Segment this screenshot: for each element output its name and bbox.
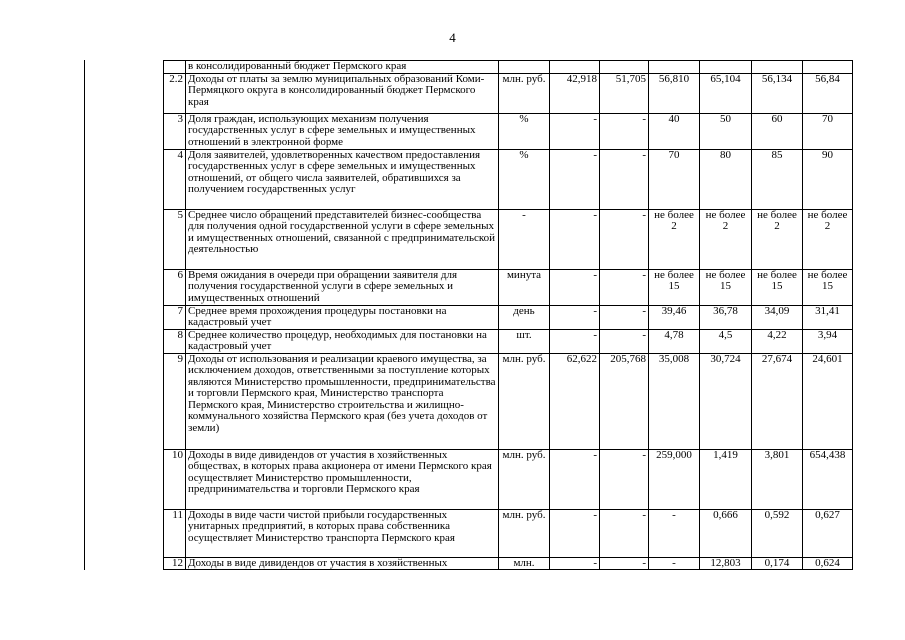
left-margin-line [84,60,85,570]
value-cell-3: 39,46 [649,305,700,329]
value-cell-4: 80 [700,149,752,209]
indicator-name: Среднее число обращений представителей бизнес-сообщества для получения одной государственной услуги в сфере земельных и имущественных отношений, связанной с предпринимательской деятельностью [186,209,499,269]
value-cell-1: 62,622 [550,353,600,449]
value-cell-4: не более 15 [700,269,752,305]
indicator-name: Доля заявителей, удовлетворенных качеством предоставления государственных услуг в сфере земельных и имущественных отношений, от общего числа заявителей, обратившихся за получением государственных услуг [186,149,499,209]
unit-cell: шт. [499,329,550,353]
value-cell-2: - [600,329,649,353]
value-cell-2: - [600,209,649,269]
value-cell-5: 0,174 [752,557,803,570]
row-number: 8 [164,329,186,353]
value-cell-2 [600,61,649,74]
indicators-table [163,60,853,570]
value-cell-1: - [550,557,600,570]
value-cell-5: 85 [752,149,803,209]
unit-cell: минута [499,269,550,305]
value-cell-2: 51,705 [600,73,649,113]
value-cell-4: 4,5 [700,329,752,353]
unit-cell: - [499,209,550,269]
row-number: 9 [164,353,186,449]
value-cell-3 [649,61,700,74]
indicator-name: Доходы в виде дивидендов от участия в хозяйственных [186,557,499,570]
indicator-name: Время ожидания в очереди при обращении заявителя для получения государственной услуги в сфере земельных и имущественных отношений [186,269,499,305]
value-cell-6: 70 [803,113,853,149]
indicator-name: Доходы в виде дивидендов от участия в хозяйственных обществах, в которых права акционера от имени Пермского края осуществляет Министерство промышленности, предпринимательства и торговли Пермского края [186,449,499,509]
row-number: 10 [164,449,186,509]
value-cell-4: 50 [700,113,752,149]
value-cell-5: 60 [752,113,803,149]
value-cell-6: не более 15 [803,269,853,305]
value-cell-5: 56,134 [752,73,803,113]
value-cell-2: - [600,269,649,305]
indicator-name: Доходы в виде части чистой прибыли государственных унитарных предприятий, в которых права собственника осуществляет Министерство транспорта Пермского края [186,509,499,557]
indicator-name: Среднее количество процедур, необходимых для постановки на кадастровый учет [186,329,499,353]
value-cell-1 [550,61,600,74]
table-row [164,113,853,149]
value-cell-4: 30,724 [700,353,752,449]
value-cell-3: 259,000 [649,449,700,509]
value-cell-6: 90 [803,149,853,209]
value-cell-2: - [600,305,649,329]
unit-cell: % [499,113,550,149]
value-cell-2: - [600,557,649,570]
value-cell-4: 12,803 [700,557,752,570]
value-cell-4: 0,666 [700,509,752,557]
row-number: 7 [164,305,186,329]
value-cell-1: - [550,305,600,329]
indicator-name: в консолидированный бюджет Пермского края [186,61,499,74]
value-cell-6: 56,84 [803,73,853,113]
value-cell-4: 65,104 [700,73,752,113]
value-cell-1: - [550,209,600,269]
value-cell-3: 70 [649,149,700,209]
unit-cell: день [499,305,550,329]
indicator-name: Доходы от платы за землю муниципальных образований Коми-Пермяцкого округа в консолидированный бюджет Пермского края [186,73,499,113]
row-number: 5 [164,209,186,269]
table-row [164,353,853,449]
value-cell-5 [752,61,803,74]
unit-cell: млн. руб. [499,509,550,557]
value-cell-1: - [550,449,600,509]
value-cell-6: 0,624 [803,557,853,570]
row-number: 12 [164,557,186,570]
value-cell-4: 36,78 [700,305,752,329]
value-cell-2: 205,768 [600,353,649,449]
value-cell-1: - [550,269,600,305]
value-cell-2: - [600,149,649,209]
value-cell-3: 35,008 [649,353,700,449]
table-row [164,149,853,209]
unit-cell: млн. руб. [499,73,550,113]
value-cell-6: 654,438 [803,449,853,509]
indicator-name: Доходы от использования и реализации краевого имущества, за исключением доходов, ответственными за поступление которых являются Министерство промышленности, предпринимательства и торговли Пермского края, Министерство транспорта Пермского края, Министерство строительства и жилищно-коммунального хозяйства Пермского края (без учета доходов от земли) [186,353,499,449]
value-cell-6 [803,61,853,74]
table-row [164,305,853,329]
value-cell-5: 3,801 [752,449,803,509]
value-cell-2: - [600,509,649,557]
table-body [164,61,853,570]
unit-cell: % [499,149,550,209]
value-cell-1: 42,918 [550,73,600,113]
value-cell-3: 4,78 [649,329,700,353]
value-cell-5: не более 2 [752,209,803,269]
value-cell-5: 34,09 [752,305,803,329]
value-cell-6: 3,94 [803,329,853,353]
unit-cell [499,61,550,74]
value-cell-3: 40 [649,113,700,149]
value-cell-1: - [550,509,600,557]
row-number: 4 [164,149,186,209]
row-number [164,61,186,74]
table-row [164,557,853,570]
value-cell-1: - [550,149,600,209]
value-cell-1: - [550,329,600,353]
value-cell-3: не более 2 [649,209,700,269]
value-cell-3: - [649,557,700,570]
unit-cell: млн. руб. [499,353,550,449]
table-row [164,329,853,353]
table-row [164,269,853,305]
unit-cell: млн. руб. [499,449,550,509]
page-number: 4 [449,30,456,45]
table-row [164,73,853,113]
row-number: 2.2 [164,73,186,113]
value-cell-6: 24,601 [803,353,853,449]
value-cell-3: - [649,509,700,557]
unit-cell: млн. [499,557,550,570]
table-row [164,61,853,74]
value-cell-6: не более 2 [803,209,853,269]
value-cell-5: 27,674 [752,353,803,449]
value-cell-5: 4,22 [752,329,803,353]
indicator-name: Доля граждан, использующих механизм получения государственных услуг в сфере земельных и имущественных отношений в электронной форме [186,113,499,149]
value-cell-3: не более 15 [649,269,700,305]
value-cell-3: 56,810 [649,73,700,113]
value-cell-5: не более 15 [752,269,803,305]
row-number: 11 [164,509,186,557]
row-number: 6 [164,269,186,305]
table-row [164,509,853,557]
value-cell-2: - [600,449,649,509]
table-row [164,449,853,509]
value-cell-5: 0,592 [752,509,803,557]
row-number: 3 [164,113,186,149]
value-cell-4 [700,61,752,74]
table-row [164,209,853,269]
value-cell-6: 0,627 [803,509,853,557]
value-cell-1: - [550,113,600,149]
value-cell-4: не более 2 [700,209,752,269]
value-cell-6: 31,41 [803,305,853,329]
value-cell-4: 1,419 [700,449,752,509]
value-cell-2: - [600,113,649,149]
indicator-name: Среднее время прохождения процедуры постановки на кадастровый учет [186,305,499,329]
